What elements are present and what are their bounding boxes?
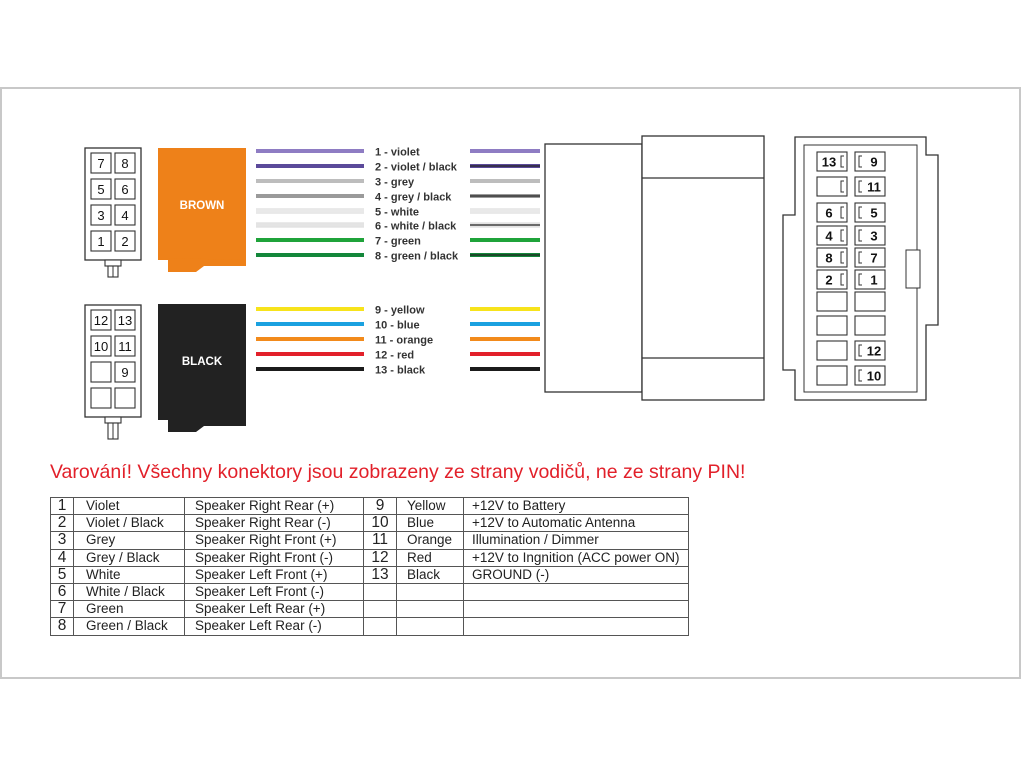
- table-row: [51, 601, 689, 618]
- iso-pin-number: 3: [870, 228, 878, 244]
- pin-number: 2: [121, 234, 129, 249]
- pin-function-cell: Illumination / Dimmer: [464, 532, 689, 549]
- pin-function-cell: [464, 601, 689, 618]
- wire-label: 6 - white / black: [375, 220, 457, 233]
- wire-8: [256, 251, 540, 263]
- pin-function-cell: Speaker Right Front (+): [185, 532, 364, 549]
- wire-color-cell: Blue: [397, 515, 464, 532]
- pin-number-cell: 1: [51, 498, 74, 515]
- wire-label: 12 - red: [375, 349, 415, 362]
- black-connector-latch: [168, 418, 246, 432]
- iso-pin-cell: [817, 226, 847, 245]
- wire-label: 11 - orange: [375, 334, 434, 347]
- pin-function-cell: [464, 583, 689, 600]
- pin-number-cell: 12: [364, 549, 397, 566]
- pin-number-cell: 11: [364, 532, 397, 549]
- wire-12: [256, 350, 540, 362]
- pin-function-cell: +12V to Battery: [464, 498, 689, 515]
- wire-color-cell: Violet / Black: [74, 515, 185, 532]
- iso-pin-cell: [855, 292, 885, 311]
- iso-pin-cell: [817, 177, 847, 196]
- pin-cell: [91, 388, 111, 408]
- wire-13: [256, 365, 540, 377]
- pin-function-cell: Speaker Left Rear (+): [185, 601, 364, 618]
- iso-pin-number: 1: [870, 272, 878, 288]
- iso-pin-cell: [855, 366, 885, 385]
- iso-pin-cell: [817, 316, 847, 335]
- pin-number-cell: 8: [51, 618, 74, 635]
- black-pin-diagram-latch: [105, 417, 121, 423]
- pin-number-cell: 6: [51, 583, 74, 600]
- iso-pin-number: 12: [866, 343, 882, 359]
- table-row: [51, 566, 689, 583]
- brown-connector-latch: [168, 258, 246, 272]
- pin-cell: [91, 362, 111, 382]
- pin-number-cell: 10: [364, 515, 397, 532]
- wires-group: [256, 147, 540, 377]
- wire-color-cell: Red: [397, 549, 464, 566]
- iso-pin-box: [817, 341, 847, 360]
- pin-diagrams-group: [85, 148, 141, 439]
- iso-pin-cell: [817, 366, 847, 385]
- table-row: [51, 515, 689, 532]
- iso-pin-number: 2: [825, 272, 833, 288]
- brown-connector-label: BROWN: [179, 200, 225, 212]
- pin-number: 4: [121, 208, 129, 223]
- brown-pin-diagram: [85, 148, 141, 277]
- iso-pin-number: 6: [825, 205, 833, 221]
- iso-pin-box: [817, 292, 847, 311]
- pin-number-cell: 13: [364, 566, 397, 583]
- pin-function-cell: Speaker Right Front (-): [185, 549, 364, 566]
- pin-number: 12: [93, 313, 109, 328]
- wire-label: 5 - white: [375, 206, 420, 219]
- pin-number-cell: 9: [364, 498, 397, 515]
- plug-bodies-group: [158, 148, 246, 432]
- pin-number-cell: [364, 601, 397, 618]
- wire-11: [256, 335, 540, 347]
- iso-pin-number: 4: [825, 228, 833, 244]
- wire-7: [256, 236, 540, 248]
- warning-text: Varování! Všechny konektory jsou zobrazeny ze strany vodičů, ne ze strany PIN!: [50, 461, 746, 483]
- iso-pin-cell: [855, 226, 885, 245]
- wire-color-cell: [397, 601, 464, 618]
- wire-color-cell: Grey: [74, 532, 185, 549]
- pin-number: 1: [97, 234, 105, 249]
- wire-color-cell: White / Black: [74, 583, 185, 600]
- iso-pin-cell: [855, 270, 885, 289]
- pin-number-cell: 2: [51, 515, 74, 532]
- iso-pin-box: [855, 316, 885, 335]
- wire-label: 7 - green: [375, 235, 421, 248]
- pin-number-cell: 5: [51, 566, 74, 583]
- iso-pin-number: 8: [825, 250, 833, 266]
- wire-4: [256, 192, 540, 204]
- iso-pin-number: 11: [867, 179, 881, 195]
- pin-function-cell: [464, 618, 689, 635]
- wire-label: 3 - grey: [375, 176, 415, 189]
- iso-plug-housing: [642, 136, 764, 400]
- wire-color-cell: [397, 618, 464, 635]
- wire-label: 8 - green / black: [375, 250, 459, 263]
- iso-pin-number: 13: [821, 154, 837, 170]
- iso-pin-cell: [855, 248, 885, 267]
- iso-socket-key: [906, 250, 920, 288]
- iso-pin-number: 10: [866, 368, 882, 384]
- pin-function-cell: Speaker Left Front (-): [185, 583, 364, 600]
- wire-2: [256, 162, 540, 174]
- pin-function-cell: Speaker Right Rear (-): [185, 515, 364, 532]
- pin-number: 3: [97, 208, 105, 223]
- pin-number: 10: [93, 339, 109, 354]
- black-pin-diagram: [85, 305, 141, 439]
- wire-color-cell: White: [74, 566, 185, 583]
- wire-6: [256, 221, 540, 233]
- wire-color-cell: [397, 583, 464, 600]
- iso-pin-number: 5: [870, 205, 878, 221]
- wire-label: 10 - blue: [375, 319, 420, 332]
- wire-label: 1 - violet: [375, 146, 420, 159]
- wire-color-cell: Black: [397, 566, 464, 583]
- table-row: [51, 549, 689, 566]
- wire-color-cell: Green: [74, 601, 185, 618]
- pinout-table: [50, 497, 689, 636]
- wire-label: 4 - grey / black: [375, 191, 452, 204]
- pin-number-cell: 4: [51, 549, 74, 566]
- iso-pin-cell: [855, 341, 885, 360]
- wire-1: [256, 147, 540, 159]
- pin-number-cell: 3: [51, 532, 74, 549]
- pin-number-cell: [364, 618, 397, 635]
- iso-pin-number: 7: [870, 250, 878, 266]
- pin-cell: [115, 388, 135, 408]
- iso-pin-number: 9: [870, 154, 878, 170]
- pin-number: 6: [121, 182, 129, 197]
- wire-color-cell: Grey / Black: [74, 549, 185, 566]
- pin-function-cell: Speaker Left Rear (-): [185, 618, 364, 635]
- iso-connector-group: [545, 136, 938, 400]
- wire-3: [256, 177, 540, 189]
- iso-pin-cell: [855, 203, 885, 222]
- brown-pin-diagram-latch: [105, 260, 121, 266]
- pin-function-cell: Speaker Right Rear (+): [185, 498, 364, 515]
- table-row: [51, 498, 689, 515]
- wire-color-cell: Green / Black: [74, 618, 185, 635]
- wire-5: [256, 207, 540, 219]
- wire-label: 9 - yellow: [375, 304, 425, 317]
- black-connector-label: BLACK: [181, 356, 223, 368]
- iso-pin-cell: [817, 248, 847, 267]
- wire-9: [256, 305, 540, 317]
- wire-label: 2 - violet / black: [375, 161, 457, 174]
- wire-color-cell: Orange: [397, 532, 464, 549]
- iso-pin-box: [817, 366, 847, 385]
- wire-label: 13 - black: [375, 364, 426, 377]
- wire-color-cell: Violet: [74, 498, 185, 515]
- iso-pin-cell: [817, 270, 847, 289]
- iso-pin-cell: [855, 316, 885, 335]
- pin-function-cell: Speaker Left Front (+): [185, 566, 364, 583]
- iso-pin-cell: [817, 341, 847, 360]
- iso-pin-cell: [817, 292, 847, 311]
- pin-function-cell: GROUND (-): [464, 566, 689, 583]
- table-row: [51, 532, 689, 549]
- pin-function-cell: +12V to Ingnition (ACC power ON): [464, 549, 689, 566]
- iso-pin-cell: [855, 177, 885, 196]
- iso-pin-cell: [817, 203, 847, 222]
- pin-number: 5: [97, 182, 105, 197]
- iso-pin-box: [817, 177, 847, 196]
- iso-pin-box: [817, 316, 847, 335]
- wire-color-cell: Yellow: [397, 498, 464, 515]
- pin-function-cell: +12V to Automatic Antenna: [464, 515, 689, 532]
- pin-number: 9: [121, 365, 129, 380]
- pin-number-cell: 7: [51, 601, 74, 618]
- table-row: [51, 583, 689, 600]
- iso-pin-cell: [855, 152, 885, 171]
- pin-number: 11: [118, 339, 132, 354]
- pin-number-cell: [364, 583, 397, 600]
- wire-10: [256, 320, 540, 332]
- iso-plug-body: [545, 144, 642, 392]
- pin-number: 13: [117, 313, 133, 328]
- pin-number: 7: [97, 156, 105, 171]
- iso-pin-cell: [817, 152, 847, 171]
- table-row: [51, 618, 689, 635]
- iso-pin-box: [855, 292, 885, 311]
- pin-number: 8: [121, 156, 129, 171]
